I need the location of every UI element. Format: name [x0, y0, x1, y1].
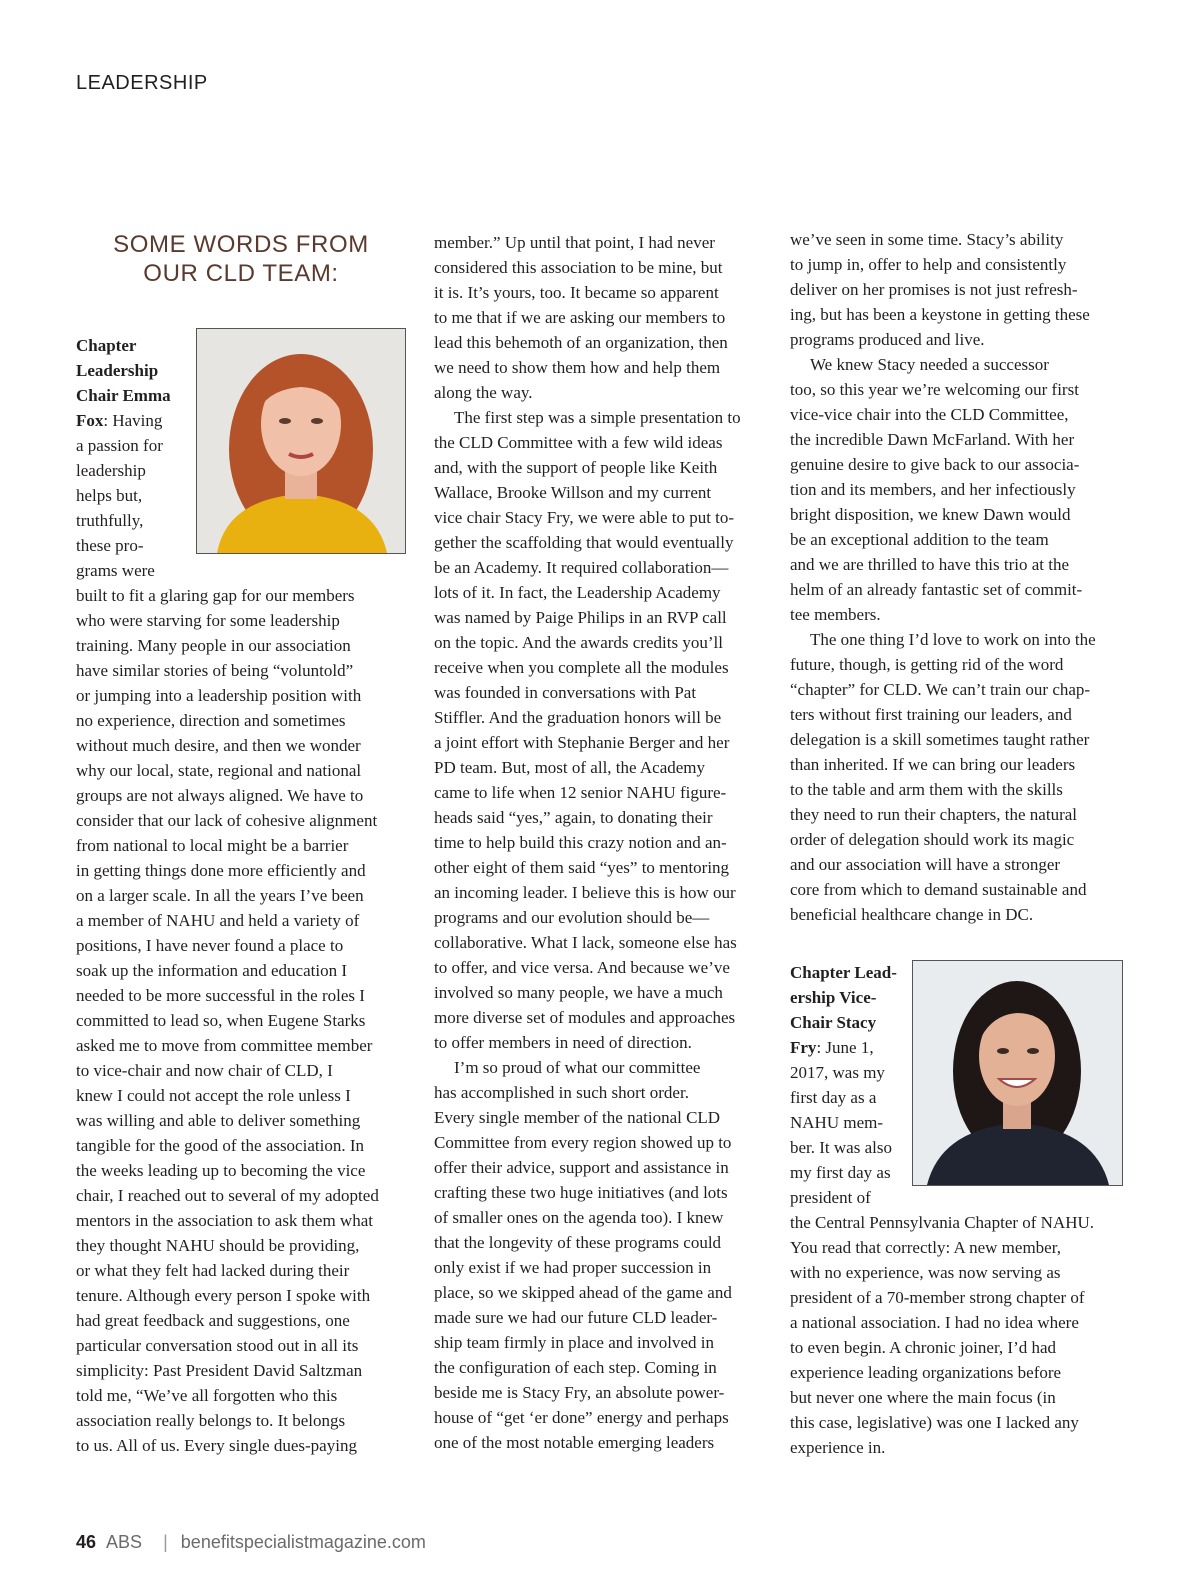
text-line: along the way.: [434, 383, 533, 402]
text-line: made sure we had our future CLD leader-: [434, 1308, 718, 1327]
intro-line: [790, 985, 908, 1010]
text-line: the weeks leading up to becoming the vice: [76, 1161, 366, 1180]
intro-line: [76, 383, 194, 408]
text-line: training. Many people in our association: [76, 636, 351, 655]
text-line: considered this association to be mine, but: [434, 258, 723, 277]
text-line: helm of an already fantastic set of commit-: [790, 580, 1083, 599]
text-line: We knew Stacy needed a successor: [810, 355, 1049, 374]
text-line: particular conversation stood out in all its: [76, 1336, 359, 1355]
text-line: offer their advice, support and assistance in: [434, 1158, 729, 1177]
intro-line: [790, 960, 908, 985]
headline-line: SOME WORDS FROM: [113, 231, 369, 258]
text-line: collaborative. What I lack, someone else has: [434, 933, 737, 952]
text-line: member.” Up until that point, I had never: [434, 233, 715, 252]
text-line: or what they felt had lacked during their: [76, 1261, 350, 1280]
text-line: to vice-chair and now chair of CLD, I: [76, 1061, 333, 1080]
text-line: more diverse set of modules and approaches: [434, 1008, 736, 1027]
text-line: told me, “We’ve all forgotten who this: [76, 1386, 338, 1405]
text-line: consider that our lack of cohesive alignment: [76, 811, 378, 830]
text-line: other eight of them said “yes” to mentoring: [434, 858, 730, 877]
text-line: an incoming leader. I believe this is how our: [434, 883, 736, 902]
text-line: have similar stories of being “voluntold”: [76, 661, 354, 680]
text-line: the Central Pennsylvania Chapter of NAHU.: [790, 1213, 1095, 1232]
text-line: of smaller ones on the agenda too). I knew: [434, 1208, 724, 1227]
text-line: ing, but has been a keystone in getting these: [790, 305, 1090, 324]
text-line: to the table and arm them with the skills: [790, 780, 1063, 799]
text-line: the CLD Committee with a few wild ideas: [434, 433, 723, 452]
text-line: the configuration of each step. Coming in: [434, 1358, 717, 1377]
text-line: Every single member of the national CLD: [434, 1108, 721, 1127]
text-line: to us. All of us. Every single dues-paying: [76, 1436, 357, 1455]
intro-line: [76, 408, 194, 433]
text-line: asked me to move from committee member: [76, 1036, 373, 1055]
text-line: I’m so proud of what our committee: [454, 1058, 701, 1077]
speaker-name: Fry: [790, 1038, 817, 1057]
text-line: association really belongs to. It belongs: [76, 1411, 346, 1430]
text-line: truthfully,: [76, 511, 144, 530]
headline-line: OUR CLD TEAM:: [143, 260, 339, 287]
text-line: ber. It was also: [790, 1138, 892, 1157]
text-line: helps but,: [76, 486, 143, 505]
text-line: 2017, was my: [790, 1063, 885, 1082]
text-line: experience in.: [790, 1438, 886, 1457]
text-line: positions, I have never found a place to: [76, 936, 344, 955]
text-line: was founded in conversations with Pat: [434, 683, 697, 702]
text-line: grams were: [76, 561, 155, 580]
text-line: leadership: [76, 461, 146, 480]
text-line: programs produced and live.: [790, 330, 985, 349]
text-line: ters without first training our leaders, and: [790, 705, 1072, 724]
text-line: they need to run their chapters, the natural: [790, 805, 1077, 824]
text-line: president of a 70-member strong chapter of: [790, 1288, 1085, 1307]
text-line: committed to lead so, when Eugene Starks: [76, 1011, 366, 1030]
text-line: to offer, and vice versa. And because we’ve: [434, 958, 730, 977]
text-line: and we are thrilled to have this trio at the: [790, 555, 1069, 574]
text-line: experience leading organizations before: [790, 1363, 1062, 1382]
text-line: to jump in, offer to help and consistently: [790, 255, 1067, 274]
text-line: first day as a: [790, 1088, 877, 1107]
text-line: be an Academy. It required collaboration—: [434, 558, 729, 577]
text-line: we need to show them how and help them: [434, 358, 721, 377]
text-line: genuine desire to give back to our associa-: [790, 455, 1080, 474]
text-line: NAHU mem-: [790, 1113, 884, 1132]
text-line: they thought NAHU should be providing,: [76, 1236, 360, 1255]
text-line: to me that if we are asking our members to: [434, 308, 726, 327]
text-line: and, with the support of people like Keith: [434, 458, 718, 477]
text-line: involved so many people, we have a much: [434, 983, 723, 1002]
emma-fox-photo: [196, 328, 406, 554]
speaker-name: Chapter Lead-: [790, 963, 897, 982]
text-line: You read that correctly: A new member,: [790, 1238, 1061, 1257]
footer-url[interactable]: benefitspecialistmagazine.com: [180, 1532, 426, 1552]
text-line: The first step was a simple presentation to: [454, 408, 741, 427]
text-line: but never one where the main focus (in: [790, 1388, 1056, 1407]
text-line: groups are not always aligned. We have to: [76, 786, 364, 805]
text-line: heads said “yes,” again, to donating their: [434, 808, 713, 827]
text-line: tenure. Although every person I spoke with: [76, 1286, 371, 1305]
text-line: Stiffler. And the graduation honors will be: [434, 708, 722, 727]
text-line: a passion for: [76, 436, 163, 455]
text-line: a national association. I had no idea where: [790, 1313, 1079, 1332]
text-line: beside me is Stacy Fry, an absolute power-: [434, 1383, 725, 1402]
intro-line: [76, 358, 194, 383]
text-line: lead this behemoth of an organization, then: [434, 333, 728, 352]
text-line: “chapter” for CLD. We can’t train our chap-: [790, 680, 1091, 699]
text-line: The one thing I’d love to work on into the: [810, 630, 1096, 649]
text-line: my first day as: [790, 1163, 891, 1182]
page-footer: [76, 1532, 426, 1553]
text-line: the incredible Dawn McFarland. With her: [790, 430, 1075, 449]
text-line: tee members.: [790, 605, 881, 624]
text-line: vice-vice chair into the CLD Committee,: [790, 405, 1069, 424]
text-line: chair, I reached out to several of my adopted: [76, 1186, 379, 1205]
text-line: mentors in the association to ask them what: [76, 1211, 373, 1230]
text-line: a member of NAHU and held a variety of: [76, 911, 360, 930]
article-headline: [76, 230, 406, 288]
text-line: place, so we skipped ahead of the game and: [434, 1283, 732, 1302]
text-line: beneficial healthcare change in DC.: [790, 905, 1034, 924]
text-line: soak up the information and education I: [76, 961, 347, 980]
text-line: needed to be more successful in the roles I: [76, 986, 365, 1005]
text-line: no experience, direction and sometimes: [76, 711, 346, 730]
text-line: with no experience, was now serving as: [790, 1263, 1061, 1282]
text-line: bright disposition, we knew Dawn would: [790, 505, 1071, 524]
text-line: we’ve seen in some time. Stacy’s ability: [790, 230, 1064, 249]
text-line: why our local, state, regional and national: [76, 761, 362, 780]
intro-text: : June 1,: [816, 1038, 874, 1057]
speaker-name: Chair Emma: [76, 386, 171, 405]
text-line: Committee from every region showed up to: [434, 1133, 732, 1152]
publication-abbrev: ABS: [106, 1532, 143, 1552]
text-line: and our association will have a stronger: [790, 855, 1061, 874]
text-line: from national to local might be a barrier: [76, 836, 349, 855]
text-line: receive when you complete all the modules: [434, 658, 729, 677]
text-line: too, so this year we’re welcoming our first: [790, 380, 1079, 399]
text-line: without much desire, and then we wonder: [76, 736, 361, 755]
text-line: lots of it. In fact, the Leadership Academy: [434, 583, 721, 602]
text-line: had great feedback and suggestions, one: [76, 1311, 350, 1330]
text-line: tion and its members, and her infectiously: [790, 480, 1076, 499]
text-line: time to help build this crazy notion and an-: [434, 833, 727, 852]
text-line: has accomplished in such short order.: [434, 1083, 689, 1102]
text-line: came to life when 12 senior NAHU figure-: [434, 783, 727, 802]
text-line: that the longevity of these programs could: [434, 1233, 722, 1252]
text-line: programs and our evolution should be—: [434, 908, 710, 927]
text-line: only exist if we had proper succession in: [434, 1258, 712, 1277]
text-line: who were starving for some leadership: [76, 611, 340, 630]
text-line: core from which to demand sustainable and: [790, 880, 1087, 899]
speaker-name: Leadership: [76, 361, 159, 380]
text-line: it is. It’s yours, too. It became so apparent: [434, 283, 719, 302]
intro-line: [76, 333, 194, 358]
intro-line: [790, 1010, 908, 1035]
text-line: a joint effort with Stephanie Berger and her: [434, 733, 730, 752]
text-line: tangible for the good of the association. In: [76, 1136, 364, 1155]
speaker-name: ership Vice-: [790, 988, 877, 1007]
intro-text: : Having: [103, 411, 163, 430]
text-line: knew I could not accept the role unless I: [76, 1086, 351, 1105]
text-line: future, though, is getting rid of the word: [790, 655, 1064, 674]
text-line: order of delegation should work its magic: [790, 830, 1075, 849]
intro-line: [790, 1035, 908, 1060]
page-number: 46: [76, 1532, 97, 1552]
speaker-name: Chapter: [76, 336, 137, 355]
text-line: president of: [790, 1188, 871, 1207]
text-line: deliver on her promises is not just refresh-: [790, 280, 1078, 299]
footer-separator: |: [163, 1532, 168, 1552]
text-line: on the topic. And the awards credits you’ll: [434, 633, 723, 652]
text-line: crafting these two huge initiatives (and lots: [434, 1183, 728, 1202]
text-line: was willing and able to deliver something: [76, 1111, 361, 1130]
speaker-name: Fox: [76, 411, 104, 430]
text-line: gether the scaffolding that would eventually: [434, 533, 734, 552]
text-line: these pro-: [76, 536, 144, 555]
text-line: this case, legislative) was one I lacked any: [790, 1413, 1079, 1432]
text-line: house of “get ‘er done” energy and perhaps: [434, 1408, 729, 1427]
text-line: in getting things done more efficiently and: [76, 861, 366, 880]
text-line: vice chair Stacy Fry, we were able to put to-: [434, 508, 735, 527]
text-line: or jumping into a leadership position with: [76, 686, 362, 705]
text-line: delegation is a skill sometimes taught rather: [790, 730, 1090, 749]
text-line: ship team firmly in place and involved in: [434, 1333, 714, 1352]
text-line: to offer members in need of direction.: [434, 1033, 692, 1052]
text-line: be an exceptional addition to the team: [790, 530, 1049, 549]
text-line: to even begin. A chronic joiner, I’d had: [790, 1338, 1057, 1357]
section-label: LEADERSHIP: [76, 72, 208, 94]
text-line: than inherited. If we can bring our leaders: [790, 755, 1076, 774]
text-line: Wallace, Brooke Willson and my current: [434, 483, 712, 502]
text-line: was named by Paige Philips in an RVP call: [434, 608, 727, 627]
text-line: built to fit a glaring gap for our members: [76, 586, 355, 605]
stacy-fry-photo: [912, 960, 1123, 1186]
text-line: one of the most notable emerging leaders: [434, 1433, 715, 1452]
text-line: simplicity: Past President David Saltzman: [76, 1361, 363, 1380]
text-line: on a larger scale. In all the years I’ve been: [76, 886, 364, 905]
speaker-name: Chair Stacy: [790, 1013, 877, 1032]
text-line: PD team. But, most of all, the Academy: [434, 758, 706, 777]
article-column-2: [434, 230, 769, 1455]
